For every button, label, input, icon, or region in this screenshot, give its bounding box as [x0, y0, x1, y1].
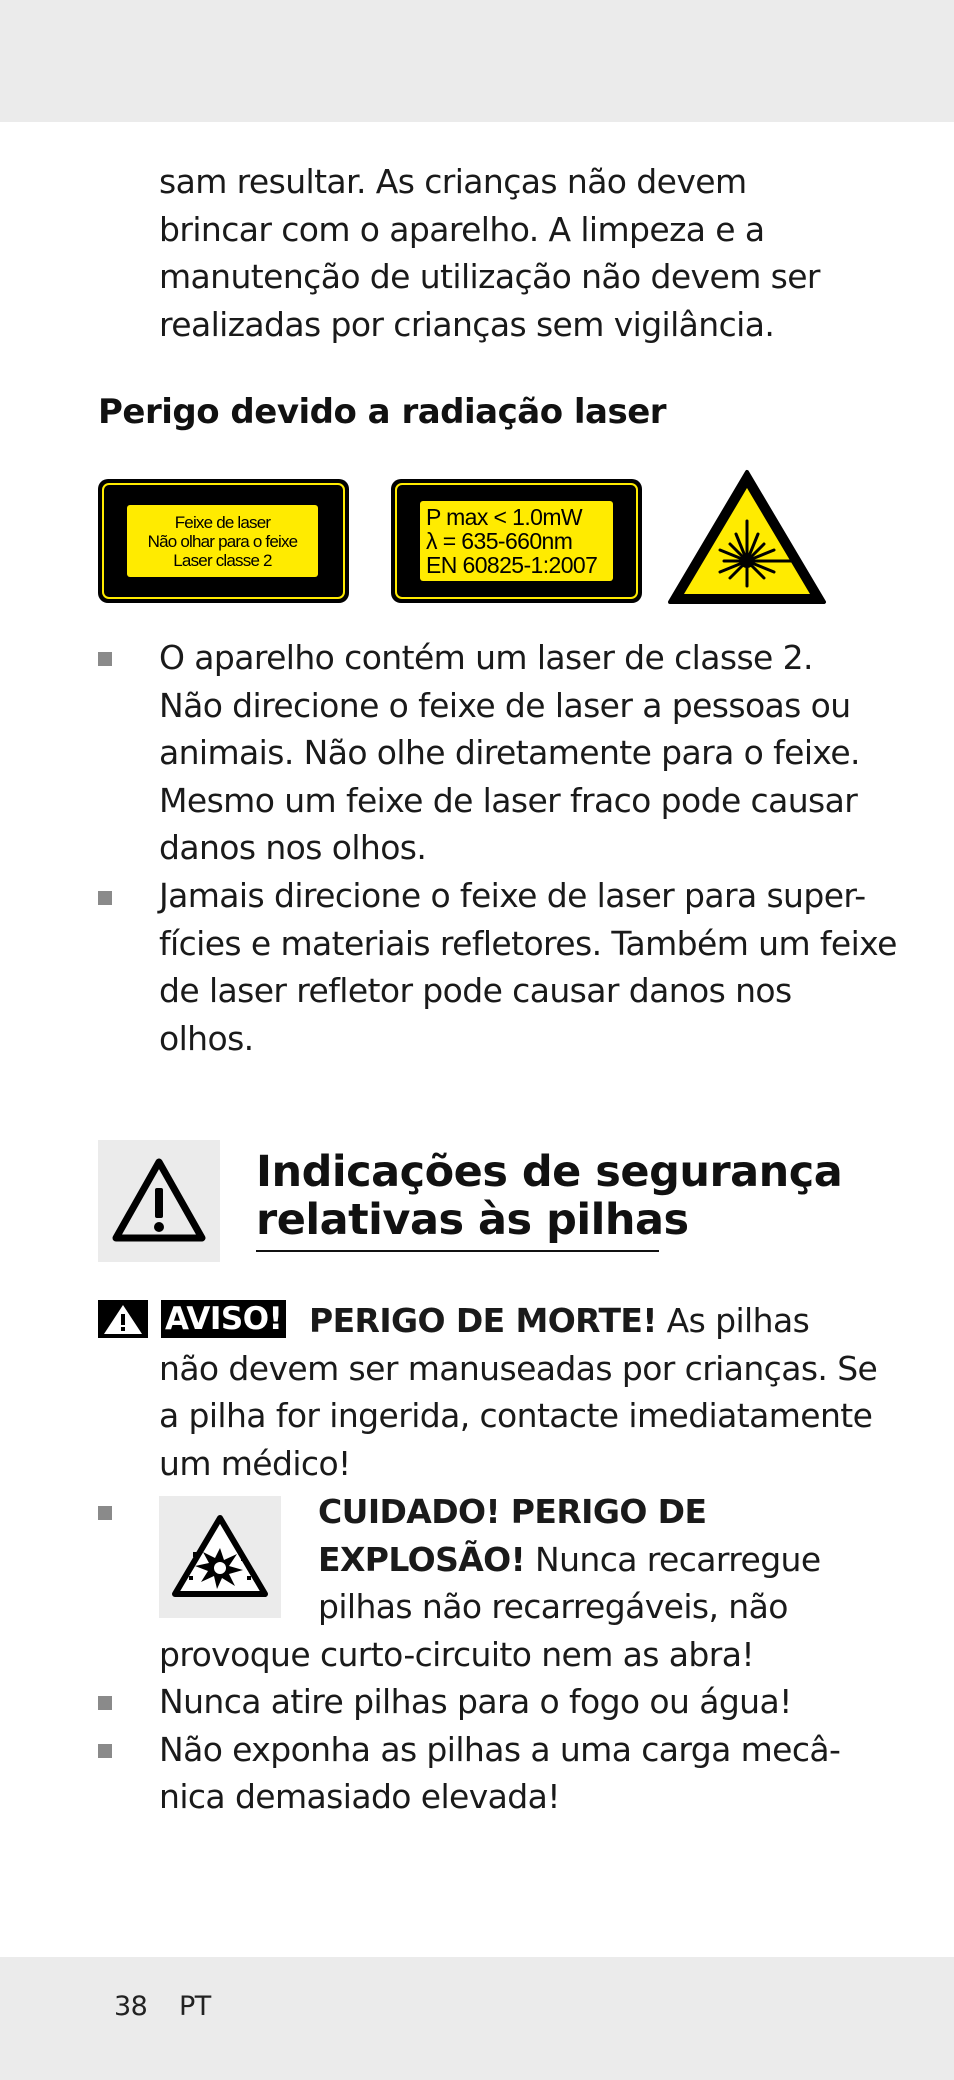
label1-line: Não olhar para o feixe: [147, 531, 298, 551]
laser-warning-label: [98, 479, 349, 603]
list-item-line: Não direcione o feixe de laser a pessoas ou: [159, 685, 851, 725]
list-item: [159, 634, 860, 872]
top-band: [0, 0, 954, 122]
heading-underline: [256, 1250, 659, 1252]
list-item-line: O aparelho contém um laser de classe 2.: [159, 638, 813, 677]
bullet-marker: [98, 1744, 112, 1758]
heading-line: relativas às pilhas: [256, 1195, 689, 1245]
intro-line: manutenção de utilização não devem ser: [159, 257, 820, 296]
laser-hazard-icon: [666, 468, 828, 606]
laser-spec-label: [391, 479, 642, 603]
warning-paragraph: [309, 1297, 809, 1345]
explosion-text-top: [318, 1488, 821, 1631]
label2-line: P max < 1.0mW: [426, 504, 583, 530]
language-code: PT: [179, 1991, 211, 2022]
intro-line: realizadas por crianças sem vigilância.: [159, 304, 775, 344]
list-item-line: nica demasiado elevada!: [159, 1777, 560, 1816]
warning-icon: [98, 1140, 220, 1262]
heading-warning-box: [98, 1140, 220, 1262]
page-number: 38: [114, 1991, 148, 2022]
list-item-line: olhos.: [159, 1018, 254, 1058]
list-item: [159, 1726, 840, 1821]
explosion-text-bottom: [159, 1631, 754, 1679]
list-item-line: danos nos olhos.: [159, 828, 427, 867]
list-item-line: animais. Não olhe diretamente para o feixe.: [159, 733, 860, 772]
warning-line: não devem ser manuseadas por crianças. Se: [159, 1348, 878, 1388]
list-item-line: Jamais direcione o feixe de laser para super-: [159, 876, 866, 915]
bullet-marker: [98, 652, 112, 666]
label2-line: EN 60825-1:2007: [426, 552, 598, 578]
explosion-hazard-icon: [159, 1496, 281, 1618]
bullet-marker: [98, 891, 112, 905]
list-item: [159, 1678, 792, 1726]
intro-line: brincar com o aparelho. A limpeza e a: [159, 209, 765, 249]
warning-paragraph-cont: [159, 1345, 877, 1488]
explosion-text: Nunca recarregue: [525, 1539, 821, 1579]
warning-text: As pilhas: [656, 1301, 810, 1340]
list-item-line: Mesmo um feixe de laser fraco pode causar: [159, 780, 858, 820]
explosion-line: provoque curto-circuito nem as abra!: [159, 1634, 754, 1674]
intro-paragraph: [159, 158, 820, 348]
warning-line: a pilha for ingerida, contacte imediatamente: [159, 1396, 873, 1435]
explosion-line: pilhas não recarregáveis, não: [318, 1587, 788, 1626]
heading-line: Indicações de segurança: [256, 1147, 843, 1197]
label2-line: λ = 635-660nm: [426, 528, 573, 554]
list-item-line: Nunca atire pilhas para o fogo ou água!: [159, 1682, 792, 1721]
bullet-marker: [98, 1696, 112, 1710]
intro-line: sam resultar. As crianças não devem: [159, 162, 747, 201]
danger-text: PERIGO DE MORTE!: [309, 1301, 657, 1340]
explosion-icon-box: [159, 1496, 281, 1618]
warning-icon: [98, 1300, 148, 1338]
label1-line: Feixe de laser: [174, 512, 271, 532]
bullet-marker: [98, 1506, 112, 1520]
list-item: [159, 872, 897, 1062]
aviso-badge: AVISO!: [161, 1300, 286, 1338]
list-item-line: de laser refletor pode causar danos nos: [159, 971, 792, 1010]
battery-section-title: [256, 1148, 842, 1244]
list-item-line: Não exponha as pilhas a uma carga mecâ-: [159, 1729, 841, 1769]
laser-section-title: Perigo devido a radiação laser: [98, 392, 667, 432]
list-item-line: fícies e materiais refletores. Também um feixe: [159, 923, 897, 963]
warning-line: um médico!: [159, 1443, 351, 1483]
label1-line: Laser classe 2: [173, 550, 272, 570]
explosion-bold: CUIDADO! PERIGO DE: [318, 1492, 707, 1531]
explosion-bold: EXPLOSÃO!: [318, 1539, 526, 1579]
